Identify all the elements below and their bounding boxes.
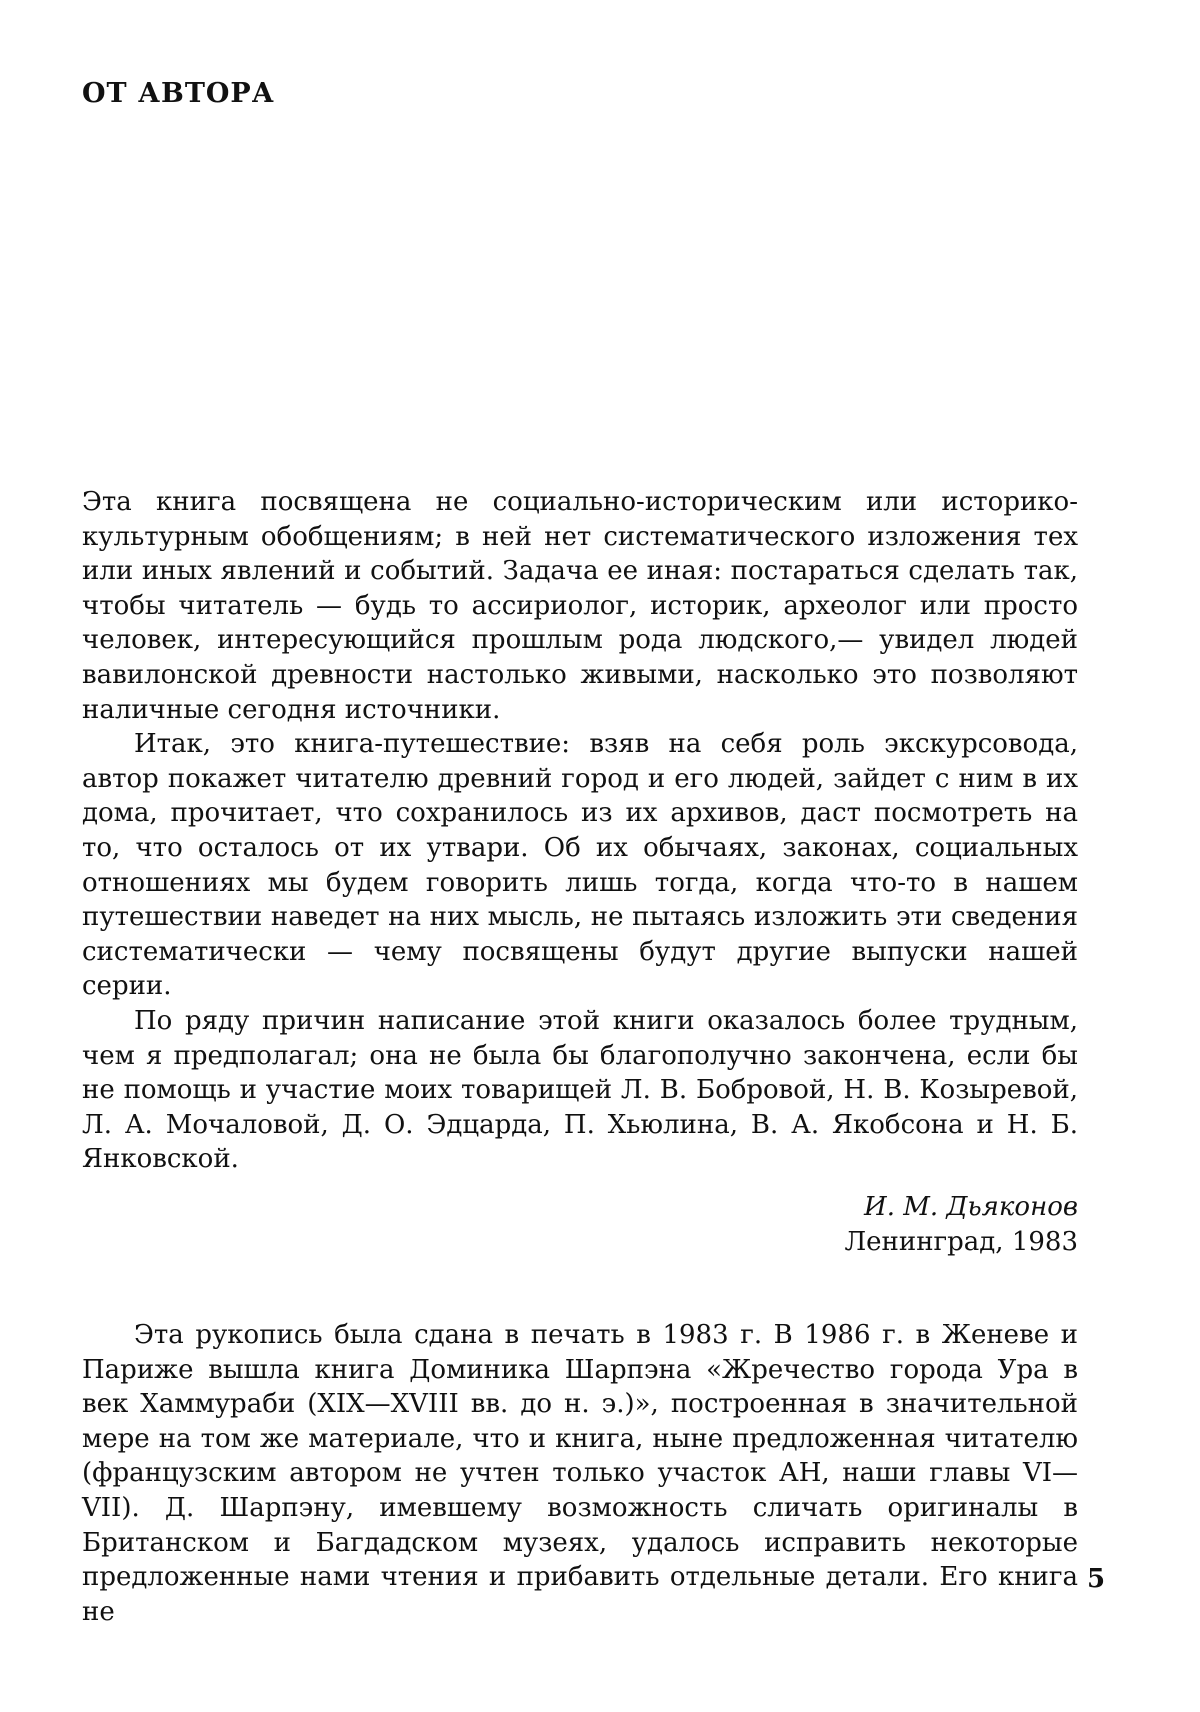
author-preface-text (82, 485, 1078, 1177)
signature-place-year: Ленинград, 1983 (844, 1227, 1078, 1257)
postscript-note (82, 1318, 1078, 1629)
page-number: 5 (1087, 1564, 1106, 1594)
paragraph-acknowledgements: По ряду причин написание этой книги оказалось более трудным, чем я предполагал; она не была бы благополучно закончена, если бы не помощь и участие моих товарищей Л. В. Бобровой, Н. В. Козыревой, Л. А. Мочаловой, Д. О. Эдцарда, П. Хьюлина, В. А. Якобсона и Н. Б. Янковской. (82, 1005, 1078, 1175)
page-heading: ОТ АВТОРА (82, 78, 275, 109)
paragraph-journey: Итак, это книга-путешествие: взяв на себя роль экскурсовода, автор покажет читателю древний город и его людей, зайдет с ним в их дома, прочитает, что сохранилось из их архивов, даст посмотреть на то, что осталось от их утвари. Об их обычаях, законах, социальных отношениях мы будем говорить лишь тогда, когда что-то в нашем путешествии наведет на них мысль, не пытаясь изложить эти сведения систематически — чему посвящены будут другие выпуски нашей серии. (82, 729, 1078, 1002)
author-signature: И. М. Дьяконов (864, 1192, 1078, 1222)
paragraph-purpose: Эта книга посвящена не социально-историческим или историко-культурным обобщениям; в ней нет систематического изложения тех или иных явлений и событий. Задача ее иная: постараться сделать так, чтобы читатель — будь то ассириолог, историк, археолог или просто человек, интересующийся прошлым рода людского,— увидел людей вавилонской древности настолько живыми, насколько это позволяют наличные сегодня источники. (82, 487, 1078, 725)
paragraph-postscript: Эта рукопись была сдана в печать в 1983 г. В 1986 г. в Женеве и Париже вышла книга Доминика Шарпэна «Жречество города Ура в век Хаммураби (XIX—XVIII вв. до н. э.)», построенная в значительной мере на том же материале, что и книга, ныне предложенная читателю (французским автором не учтен только участок АН, наши главы VI—VII). Д. Шарпэну, имевшему возможность сличать оригиналы в Британском и Багдадском музеях, удалось исправить некоторые предложенные нами чтения и прибавить отдельные детали. Его книга не (82, 1320, 1078, 1627)
